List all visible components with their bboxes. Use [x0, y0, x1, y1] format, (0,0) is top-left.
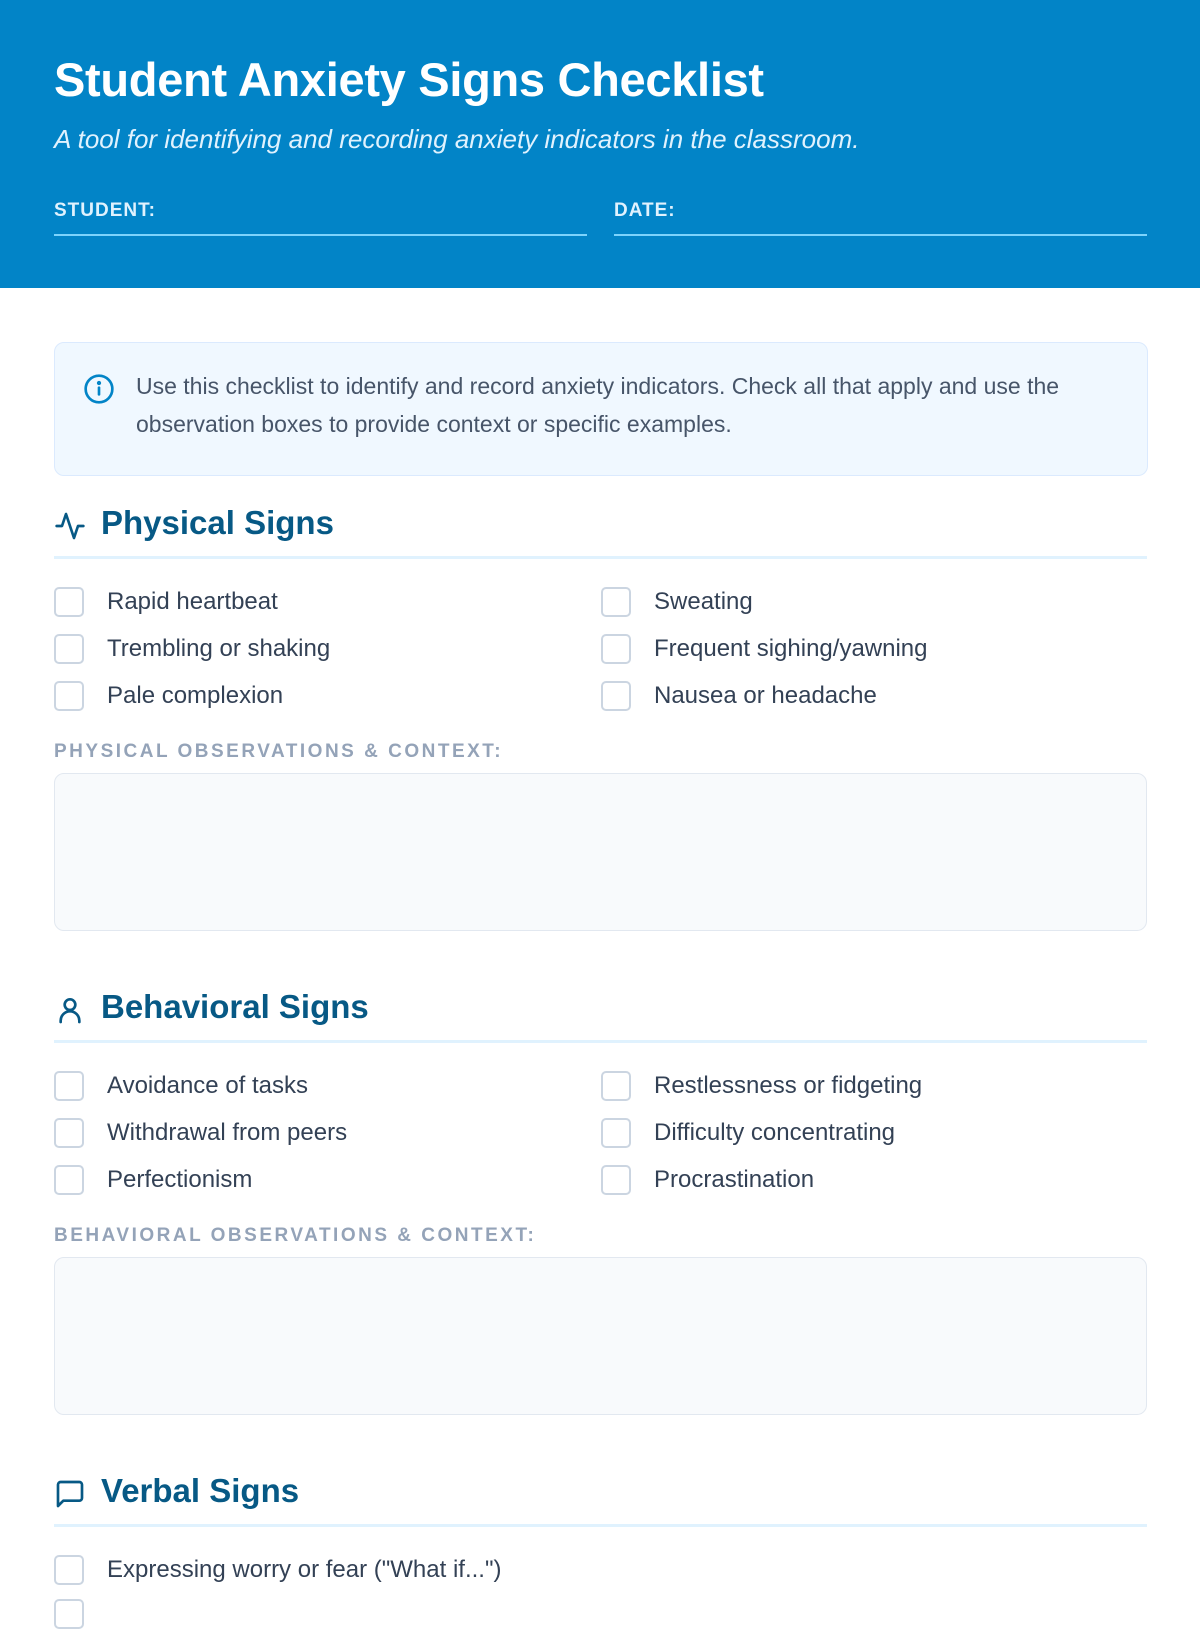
student-label: STUDENT:	[54, 200, 156, 221]
message-square-icon	[54, 1478, 86, 1510]
section-title-behavioral	[54, 988, 1147, 1043]
checkbox[interactable]	[601, 1071, 631, 1101]
checkbox[interactable]	[54, 1599, 84, 1629]
checkbox[interactable]	[601, 634, 631, 664]
checklist-item-label: Pale complexion	[107, 682, 284, 709]
observation-label: BEHAVIORAL OBSERVATIONS & CONTEXT:	[54, 1225, 537, 1246]
checklist-item-label: Restlessness or fidgeting	[654, 1072, 923, 1099]
page-title: Student Anxiety Signs Checklist	[54, 53, 764, 106]
physical-observation-textarea[interactable]	[54, 773, 1147, 931]
page-subtitle: A tool for identifying and recording anxiety indicators in the classroom.	[54, 124, 860, 154]
info-text: Use this checklist to identify and record anxiety indicators. Check all that apply and use the observation boxes to provide context or specific examples.	[136, 373, 1060, 437]
checkbox[interactable]	[54, 1071, 84, 1101]
checkbox[interactable]	[601, 681, 631, 711]
section-heading: Behavioral Signs	[101, 988, 369, 1025]
date-field[interactable]	[614, 200, 1147, 236]
checkbox[interactable]	[601, 1118, 631, 1148]
checkbox[interactable]	[54, 1555, 84, 1585]
section-heading: Physical Signs	[101, 504, 334, 541]
student-field[interactable]	[54, 200, 587, 236]
checklist-item-label: Rapid heartbeat	[107, 588, 278, 615]
checkbox[interactable]	[54, 681, 84, 711]
section-heading: Verbal Signs	[101, 1472, 300, 1509]
checklist-item-label: Withdrawal from peers	[107, 1119, 348, 1146]
behavioral-observation-textarea[interactable]	[54, 1257, 1147, 1415]
date-label: DATE:	[614, 200, 676, 221]
activity-icon	[54, 510, 86, 542]
checklist-item-label: Difficulty concentrating	[654, 1119, 896, 1146]
checkbox[interactable]	[54, 587, 84, 617]
user-icon	[54, 994, 86, 1026]
checklist-item-label: Procrastination	[654, 1166, 815, 1193]
info-icon	[83, 373, 115, 405]
checklist-item-label: Expressing worry or fear ("What if...")	[107, 1556, 502, 1583]
checklist-item-label: Frequent sighing/yawning	[654, 635, 928, 662]
header-banner	[0, 0, 1200, 288]
checklist-item-label: Sweating	[654, 588, 753, 615]
observation-label: PHYSICAL OBSERVATIONS & CONTEXT:	[54, 741, 504, 762]
checkbox[interactable]	[54, 1165, 84, 1195]
section-title-verbal	[54, 1472, 1147, 1527]
checklist-item-label: Perfectionism	[107, 1166, 253, 1193]
checkbox[interactable]	[54, 1118, 84, 1148]
checklist-item-label: Trembling or shaking	[107, 635, 331, 662]
checkbox[interactable]	[601, 1165, 631, 1195]
info-box	[54, 342, 1148, 476]
checkbox[interactable]	[601, 587, 631, 617]
section-title-physical	[54, 504, 1147, 559]
checklist-item-label: Avoidance of tasks	[107, 1072, 309, 1099]
checkbox[interactable]	[54, 634, 84, 664]
checklist-item-label: Nausea or headache	[654, 682, 877, 709]
